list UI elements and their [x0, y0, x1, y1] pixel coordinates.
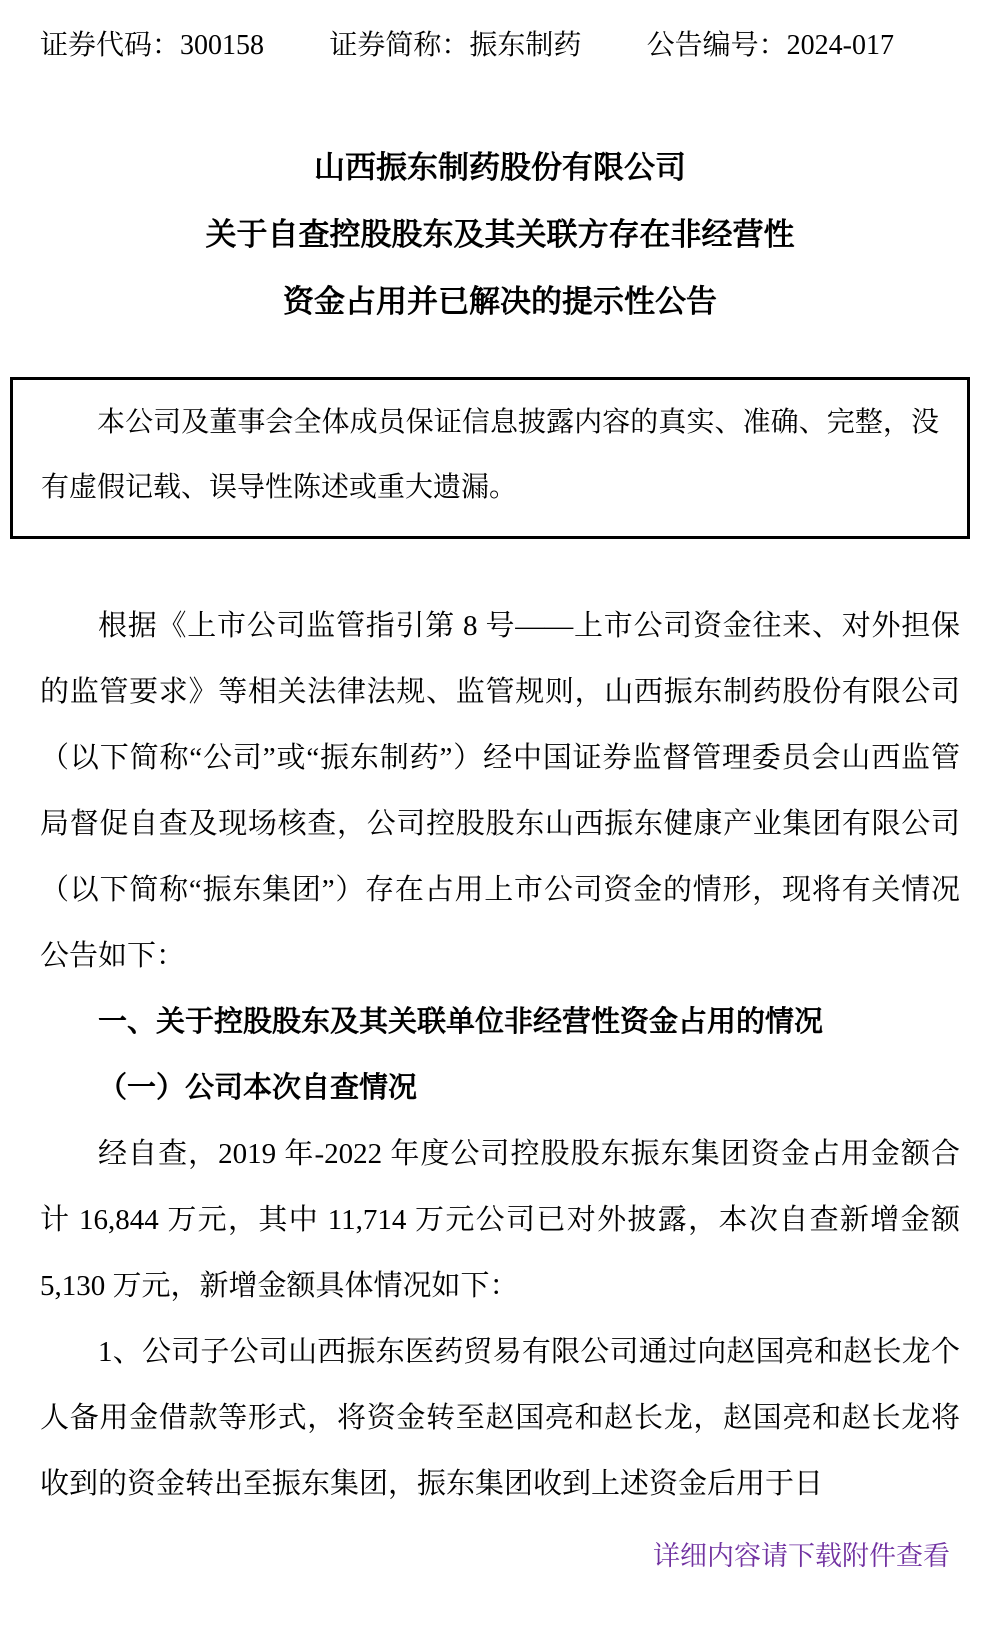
- heading-subsection-1-1: （一）公司本次自查情况: [98, 1072, 418, 1104]
- stock-code-value: 300158: [180, 30, 265, 61]
- document-body: [0, 593, 1000, 1517]
- announcement-no-label: 公告编号：: [646, 30, 787, 61]
- stock-code: [40, 26, 264, 66]
- disclaimer-box: [10, 377, 970, 539]
- title-line-company: 山西振东制药股份有限公司: [314, 150, 686, 185]
- disclaimer-text: 本公司及董事会全体成员保证信息披露内容的真实、准确、完整，没有虚假记载、误导性陈述或重大遗漏。: [41, 407, 939, 503]
- paragraph-item-1: 1、公司子公司山西振东医药贸易有限公司通过向赵国亮和赵长龙个人备用金借款等形式，将资金转至赵国亮和赵长龙，赵国亮和赵长龙将收到的资金转出至振东集团，振东集团收到上述资金后用于日: [40, 1336, 960, 1500]
- stock-abbr-label: 证券简称：: [329, 30, 470, 61]
- stock-code-label: 证券代码：: [40, 30, 181, 61]
- heading-section-1: 一、关于控股股东及其关联单位非经营性资金占用的情况: [98, 1006, 824, 1038]
- paragraph-basis: 根据《上市公司监管指引第 8 号——上市公司资金往来、对外担保的监管要求》等相关法律法规、监管规则，山西振东制药股份有限公司（以下简称“公司”或“振东制药”）经中国证券监督管理委员会山西监管局督促自查及现场核查，公司控股股东山西振东健康产业集团有限公司（以下简称“振东集团”）存在占用上市公司资金的情形，现将有关情况公告如下：: [40, 610, 960, 972]
- securities-header: [0, 0, 1000, 66]
- announcement-no-value: 2024-017: [786, 30, 894, 61]
- title-line-type: 资金占用并已解决的提示性公告: [283, 284, 717, 319]
- title-line-subject: 关于自查控股股东及其关联方存在非经营性: [205, 217, 795, 252]
- download-attachment-link[interactable]: 详细内容请下载附件查看: [653, 1541, 950, 1571]
- stock-abbr: [329, 26, 581, 66]
- document-title: [0, 134, 1000, 335]
- stock-abbr-value: 振东制药: [469, 30, 582, 61]
- announcement-no: [647, 26, 894, 66]
- paragraph-self-inspection: 经自查，2019 年-2022 年度公司控股股东振东集团资金占用金额合计 16,844 万元，其中 11,714 万元公司已对外披露，本次自查新增金额 5,130 万元，新增金额具体情况如下：: [40, 1138, 960, 1302]
